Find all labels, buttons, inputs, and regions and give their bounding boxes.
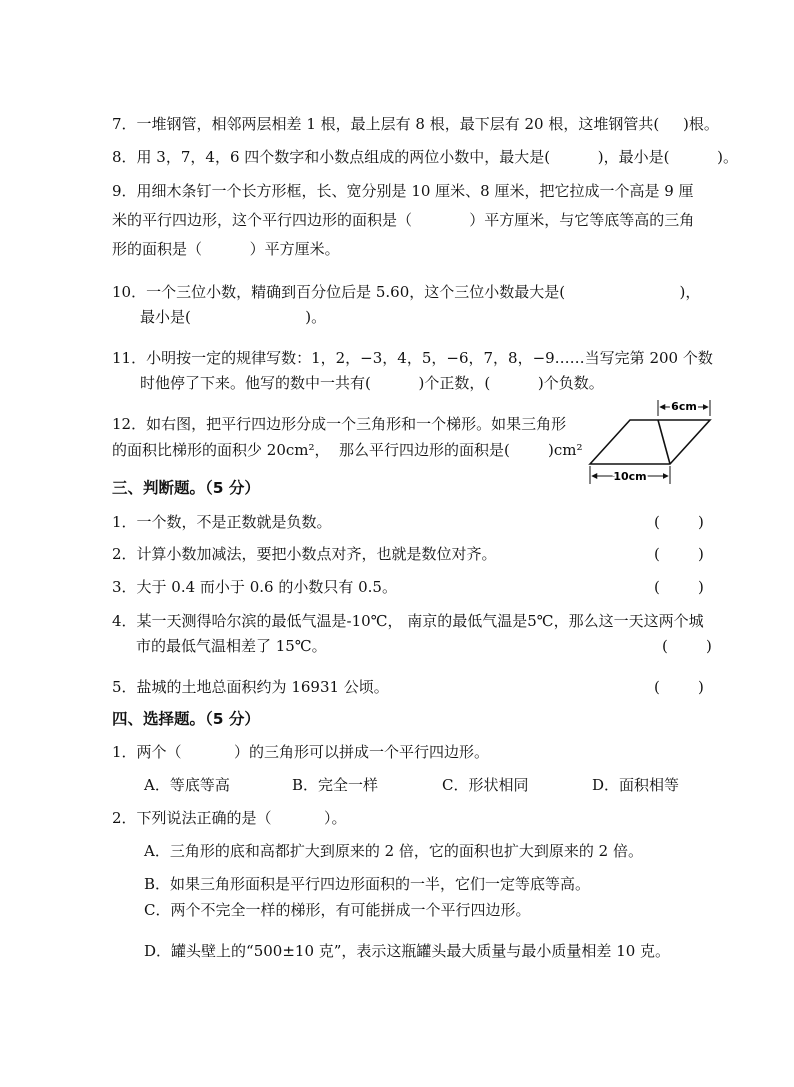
judge-item-4-line-2: 市的最低气温相差了 15℃。	[136, 637, 327, 655]
choice-q1-option-b[interactable]: B．完全一样	[292, 776, 379, 794]
choice-q2-option-d[interactable]: D．罐头壁上的“500±10 克”，表示这瓶罐头最大质量与最小质量相差 10 克。	[144, 942, 671, 960]
bottom-dimension-label: 10cm	[613, 470, 647, 483]
choice-q2-option-a[interactable]: A．三角形的底和高都扩大到原来的 2 倍，它的面积也扩大到原来的 2 倍。	[144, 842, 643, 860]
judge-paren-1[interactable]: ( )	[654, 513, 704, 531]
question-10-line-2: 最小是( )。	[140, 308, 327, 326]
choice-q2-option-c[interactable]: C．两个不完全一样的梯形，有可能拼成一个平行四边形。	[144, 901, 531, 919]
judge-paren-2[interactable]: ( )	[654, 545, 704, 563]
question-11-line-1: 11．小明按一定的规律写数：1，2，−3，4，5，−6，7，8，−9……当写完第 200 个数	[112, 349, 713, 367]
question-12-line-2: 的面积比梯形的面积少 20cm²， 那么平行四边形的面积是( )cm²	[112, 441, 583, 459]
top-dimension-label: 6cm	[671, 400, 697, 413]
dividing-line	[658, 420, 670, 464]
question-9-line-3: 形的面积是（ ）平方厘米。	[112, 240, 340, 258]
choice-q2-option-b[interactable]: B．如果三角形面积是平行四边形面积的一半，它们一定等底等高。	[144, 875, 591, 893]
question-9-line-1: 9．用细木条钉一个长方形框，长、宽分别是 10 厘米、8 厘米，把它拉成一个高是 9 厘	[112, 182, 694, 200]
judge-item-5: 5．盐城的土地总面积约为 16931 公顷。	[112, 678, 389, 696]
judge-paren-4[interactable]: ( )	[662, 637, 712, 655]
parallelogram-figure	[582, 396, 712, 488]
choice-q1-option-d[interactable]: D．面积相等	[592, 776, 680, 794]
judge-paren-3[interactable]: ( )	[654, 578, 704, 596]
choice-q1-option-c[interactable]: C．形状相同	[442, 776, 529, 794]
choice-q2-stem: 2．下列说法正确的是（ ）。	[112, 809, 347, 827]
judge-paren-5[interactable]: ( )	[654, 678, 704, 696]
question-11-line-2: 时他停了下来。他写的数中一共有( )个正数，( )个负数。	[140, 374, 604, 392]
choice-q1-stem: 1．两个（ ）的三角形可以拼成一个平行四边形。	[112, 743, 489, 761]
judge-item-1: 1．一个数，不是正数就是负数。	[112, 513, 332, 531]
choice-q1-option-a[interactable]: A．等底等高	[144, 776, 230, 794]
question-10-line-1: 10．一个三位小数，精确到百分位后是 5.60，这个三位小数最大是( )，	[112, 283, 701, 301]
section-4-title: 四、选择题。（5 分）	[112, 710, 260, 728]
section-3-title: 三、判断题。（5 分）	[112, 479, 260, 497]
judge-item-3: 3．大于 0.4 而小于 0.6 的小数只有 0.5。	[112, 578, 397, 596]
judge-item-2: 2．计算小数加减法，要把小数点对齐，也就是数位对齐。	[112, 545, 497, 563]
question-9-line-2: 米的平行四边形，这个平行四边形的面积是（ ）平方厘米，与它等底等高的三角	[112, 211, 695, 229]
question-12-line-1: 12．如右图，把平行四边形分成一个三角形和一个梯形。如果三角形	[112, 415, 567, 433]
parallelogram-shape	[590, 420, 710, 464]
question-8: 8．用 3，7，4，6 四个数字和小数点组成的两位小数中，最大是( )，最小是( )。	[112, 148, 739, 166]
judge-item-4-line-1: 4．某一天测得哈尔滨的最低气温是-10℃， 南京的最低气温是5℃，那么这一天这两个城	[112, 612, 704, 630]
question-7: 7．一堆钢管，相邻两层相差 1 根，最上层有 8 根，最下层有 20 根，这堆钢管共( )根。	[112, 115, 719, 133]
